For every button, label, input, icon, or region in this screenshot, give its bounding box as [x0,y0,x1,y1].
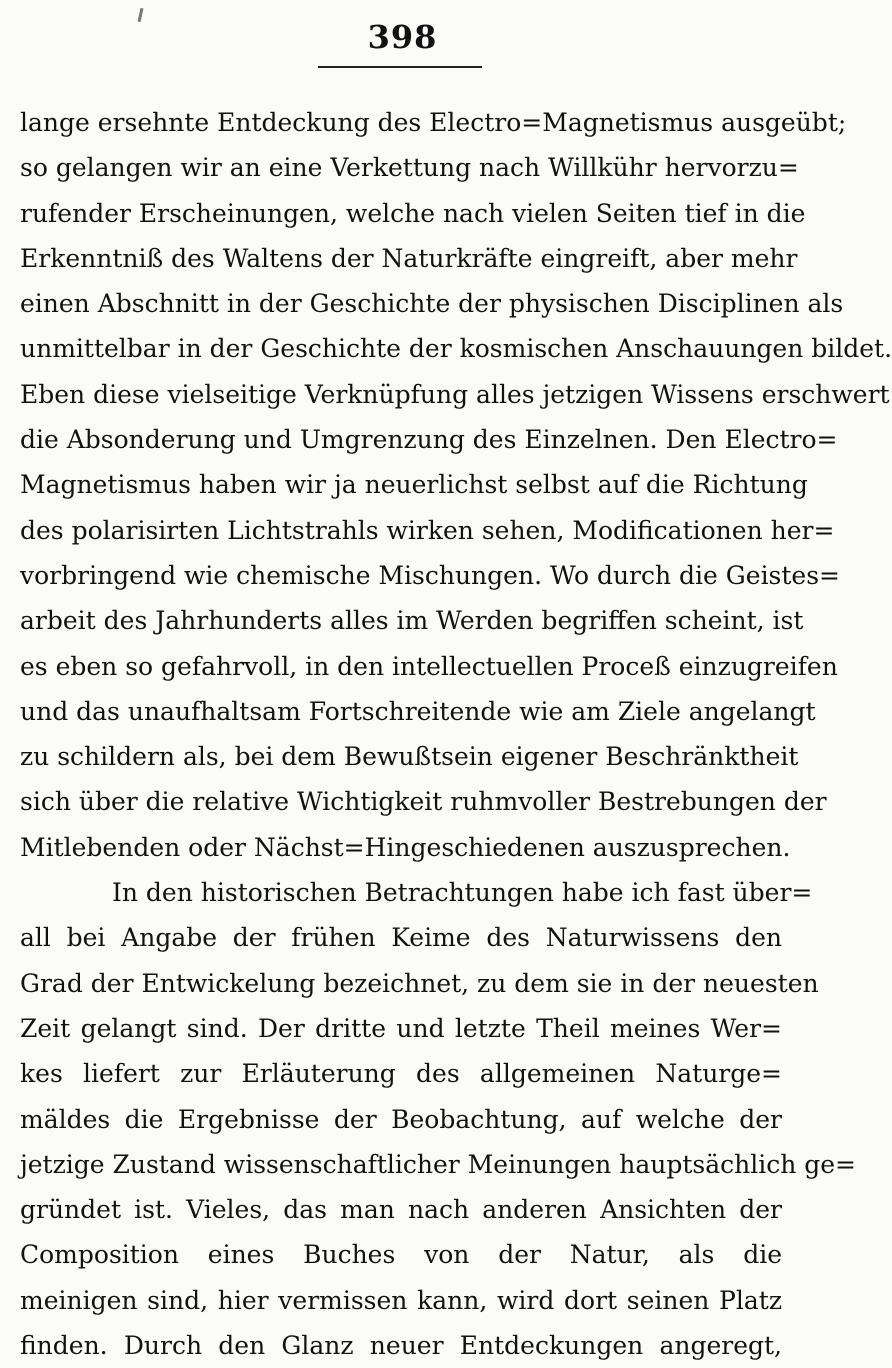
page-number: 398 [367,18,438,56]
text-line: arbeit des Jahrhunderts alles im Werden begriffen scheint, ist [20,606,804,636]
body-text [20,100,892,1368]
text-line: Eben diese vielseitige Verknüpfung alles jetzigen Wissens erschwert [20,379,890,409]
text-line: Magnetismus haben wir ja neuerlichst selbst auf die Richtung [20,470,808,500]
text-line: jetzige Zustand wissenschaftlicher Meinungen hauptsächlich ge= [20,1149,856,1179]
text-line: Zeit gelangt sind. Der dritte und letzte Theil meines Wer= [20,1013,782,1043]
paragraph-end-line: Mitlebenden oder Nächst=Hingeschiedenen auszusprechen. [20,832,791,862]
text-line: gründet ist. Vieles, das man nach anderen Ansichten der [20,1195,782,1225]
paragraph-start-line: In den historischen Betrachtungen habe ich fast über= [112,878,813,908]
text-line: einen Abschnitt in der Geschichte der physischen Disciplinen als [20,289,844,319]
text-line: Grad der Entwickelung bezeichnet, zu dem sie in der neuesten [20,968,819,998]
text-line: die Absonderung und Umgrenzung des Einzelnen. Den Electro= [20,425,838,455]
text-line: sich über die relative Wichtigkeit ruhmvoller Bestrebungen der [20,787,827,817]
text-line: rufender Erscheinungen, welche nach vielen Seiten tief in die [20,198,806,228]
text-line: mäldes die Ergebnisse der Beobachtung, auf welche der [20,1104,782,1134]
text-line: all bei Angabe der frühen Keime des Naturwissens den [20,923,782,953]
text-line: es eben so gefahrvoll, in den intellectuellen Proceß einzugreifen [20,651,838,681]
text-line: Erkenntniß des Waltens der Naturkräfte eingreift, aber mehr [20,243,798,273]
text-line: so gelangen wir an eine Verkettung nach Willkühr hervorzu= [20,153,799,183]
header-rule [318,66,482,68]
text-line: meinigen sind, hier vermissen kann, wird dort seinen Platz [20,1285,782,1315]
text-line: zu schildern als, bei dem Bewußtsein eigener Beschränktheit [20,742,799,772]
text-line: lange ersehnte Entdeckung des Electro=Magnetismus ausgeübt; [20,108,847,137]
text-line: und das unaufhaltsam Fortschreitende wie am Ziele angelangt [20,696,816,726]
text-line: unmittelbar in der Geschichte der kosmischen Anschauungen bildet. [20,334,892,364]
text-line: Composition eines Buches von der Natur, als die [20,1240,782,1270]
text-line: vorbringend wie chemische Mischungen. Wo durch die Geistes= [20,560,841,590]
text-line: des polarisirten Lichtstrahls wirken sehen, Modificationen her= [20,515,835,545]
text-line: finden. Durch den Glanz neuer Entdeckungen angeregt, [20,1331,782,1361]
text-line: kes liefert zur Erläuterung des allgemeinen Naturge= [20,1059,782,1089]
